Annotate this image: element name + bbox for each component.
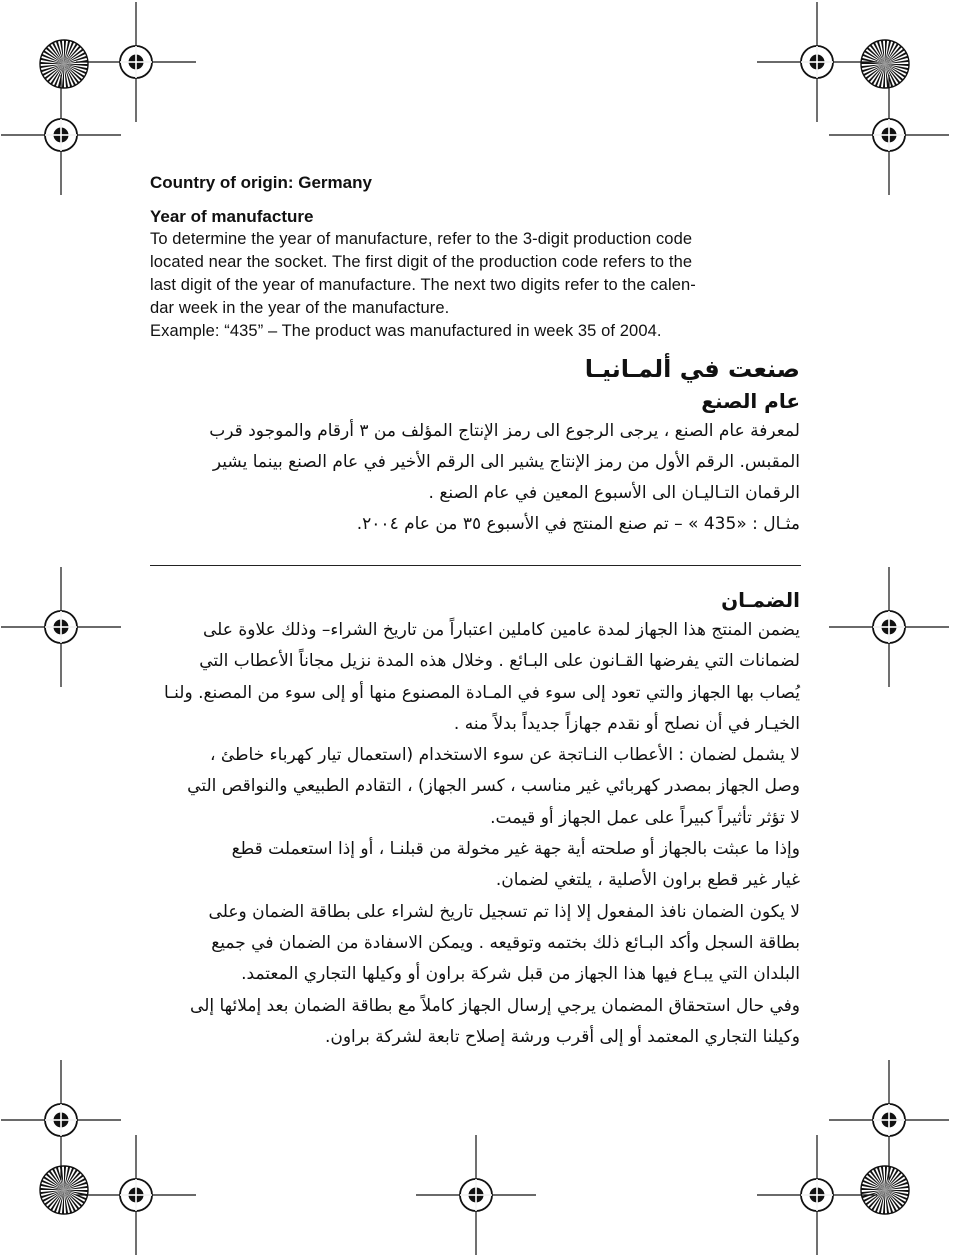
crosshair-icon	[1, 1060, 121, 1180]
arabic-year-heading: عام الصنع	[701, 389, 800, 413]
year-text-line: located near the socket. The first digit of the production code refers to the	[150, 253, 693, 271]
warranty-line: يُصاب بها الجهاز والتي تعود إلى سوء في المـادة المصنوع منها أو إلى سوء من المصنع. ولنـا	[163, 682, 800, 703]
starburst-target-icon	[861, 1166, 909, 1214]
crosshair-icon	[829, 567, 949, 687]
crosshair-icon	[829, 75, 949, 195]
warranty-line: لضمانات التي يفرضها القـانون على البـائع . وخلال هذه المدة نزيل مجاناً الأعطاب التي	[199, 651, 800, 672]
arabic-warranty-section	[160, 585, 800, 1053]
warranty-line: الخيـار في أن نصلح أو نقدم جهازاً جديداً بدلاً منه .	[453, 713, 800, 734]
warranty-line: وصل الجهاز بمصدر كهربائي غير مناسب ، كسر الجهاز) ، التقادم الطبيعي والنواقص التي	[187, 776, 800, 797]
arabic-origin-section	[160, 352, 800, 540]
warranty-line: وكيلنا التجاري المعتمد أو إلى أقرب ورشة إصلاح تابعة لشركة براون.	[324, 1026, 800, 1047]
crosshair-icon	[1, 75, 121, 195]
crosshair-icon	[1, 567, 121, 687]
crosshair-icon	[757, 1135, 877, 1255]
english-section	[150, 172, 795, 343]
year-example-line: Example: “435” – The product was manufactured in week 35 of 2004.	[150, 322, 662, 340]
arabic-year-line: مثـال : «435 » – تم صنع المنتج في الأسبوع ٣٥ من عام ٢٠٠٤.	[356, 514, 800, 534]
crosshair-icon	[829, 1060, 949, 1180]
warranty-line: وفي حال استحقاق المضمان يرجي إرسال الجهاز كاملاً مع بطاقة الضمان بعد إملائها إلى	[190, 995, 800, 1016]
starburst-target-icon	[40, 1166, 88, 1214]
warranty-line: وإذا ما عبثت بالجهاز أو صلحته أية جهة غير مخولة من قبلنـا ، أو إذا استعملت قطع	[231, 839, 800, 860]
arabic-year-line: لمعرفة عام الصنع ، يرجى الرجوع الى رمز الإنتاج المؤلف من ٣ أرقام والموجود قرب	[209, 421, 800, 441]
warranty-line: لا يشمل لضمان : الأعطاب النـاتجة عن سوء الاستخدام (استعمال تيار كهرباء خاطئ ،	[209, 745, 800, 766]
arabic-warranty-heading: الضمـان	[721, 588, 800, 612]
arabic-year-line: المقبس. الرقم الأول من رمز الإنتاج يشير الى الرقم الأخير في عام الصنع بينما يشير	[212, 452, 800, 472]
crosshair-icon	[76, 2, 196, 122]
country-of-origin-heading: Country of origin: Germany	[150, 173, 372, 192]
crosshair-icon	[757, 2, 877, 122]
starburst-target-icon	[861, 40, 909, 88]
warranty-line: غيار غير قطع براون الأصلية ، يلتغي لضمان.	[495, 870, 800, 891]
arabic-country-title: صنعت في ألمـانيـا	[584, 355, 800, 383]
year-of-manufacture-heading: Year of manufacture	[150, 207, 314, 226]
warranty-line: يضمن المنتج هذا الجهاز لمدة عامين كاملين اعتباراً من تاريخ الشراء– وذلك علاوة على	[203, 620, 800, 640]
year-text-line: dar week in the year of the manufacture.	[150, 299, 450, 317]
starburst-target-icon	[40, 40, 88, 88]
year-text-line: last digit of the year of manufacture. The next two digits refer to the calen-	[150, 276, 696, 294]
section-divider	[150, 565, 801, 566]
warranty-line: البلدان التي يبـاع فيها هذا الجهاز من قبل شركة براون أو وكيلها التجاري المعتمد.	[241, 964, 800, 985]
warranty-line: بطاقة السجل وأكد البـائع ذلك بختمه وتوقيعه . ويمكن الاسفادة من الضمان في جميع	[211, 932, 800, 953]
arabic-year-line: الرقمان التـاليـان الى الأسبوع المعين في عام الصنع .	[428, 483, 800, 503]
warranty-line: لا يكون الضمان نافذ المفعول إلا إذا تم تسجيل تاريخ لشراء على بطاقة الضمان وعلى	[208, 901, 800, 922]
crosshair-icon	[76, 1135, 196, 1255]
year-text-line: To determine the year of manufacture, refer to the 3-digit production code	[150, 230, 693, 248]
crosshair-icon	[416, 1135, 536, 1255]
warranty-line: لا تؤثر تأثيراً كبيراً على عمل الجهاز أو قيمت.	[490, 807, 800, 828]
